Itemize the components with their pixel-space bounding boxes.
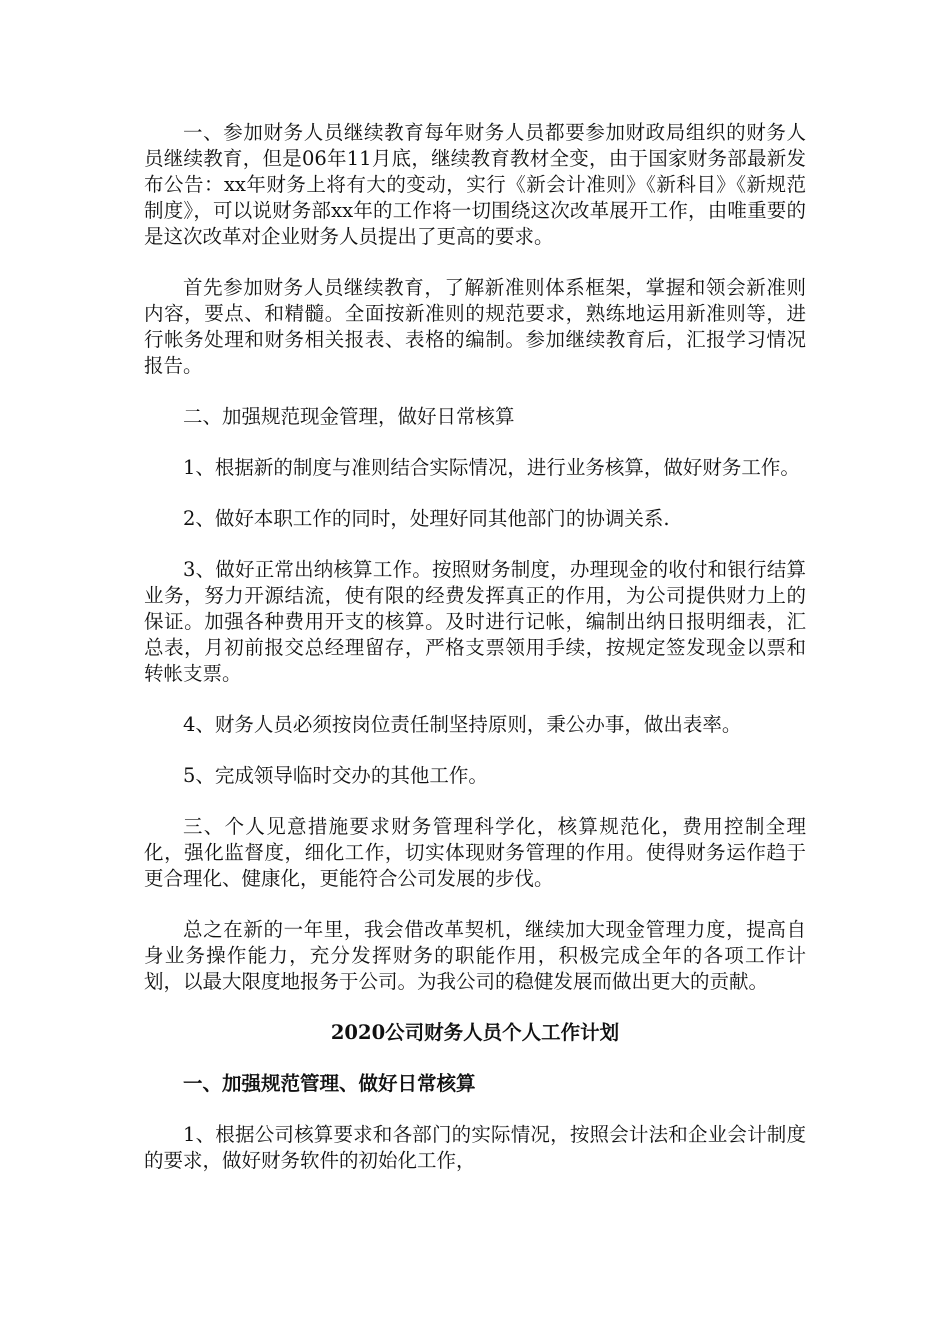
paragraph-item-1: 1、根据新的制度与准则结合实际情况，进行业务核算，做好财务工作。 — [183, 456, 800, 479]
document-page — [144, 120, 806, 1199]
paragraph-plan-item-1: 1、根据公司核算要求和各部门的实际情况，按照会计法和企业会计制度的要求，做好财务软件的初始化工作， — [144, 1123, 806, 1172]
paragraph-cash-management-heading: 二、加强规范现金管理，做好日常核算 — [183, 405, 515, 428]
paragraph-new-standards: 首先参加财务人员继续教育，了解新准则体系框架，掌握和领会新准则内容，要点、和精髓。全面按新准则的规范要求，熟练地运用新准则等，进行帐务处理和财务相关报表、表格的编制。参加继续教育后，汇报学习情况报告。 — [144, 276, 806, 377]
paragraph-continuing-education: 一、参加财务人员继续教育每年财务人员都要参加财政局组织的财务人员继续教育，但是06年11月底，继续教育教材全变，由于国家财务部最新发布公告：xx年财务上将有大的变动，实行《新会计准则》《新科目》《新规范制度》，可以说财务部xx年的工作将一切围绕这次改革展开工作，由唯重要的是这次改革对企业财务人员提出了更高的要求。 — [144, 121, 806, 248]
section-title: 2020公司财务人员个人工作计划 — [330, 1021, 620, 1044]
paragraph-item-3: 3、做好正常出纳核算工作。按照财务制度，办理现金的收付和银行结算业务，努力开源结流，使有限的经费发挥真正的作用，为公司提供财力上的保证。加强各种费用开支的核算。及时进行记帐，编制出纳日报明细表，汇总表，月初前报交总经理留存，严格支票领用手续，按规定签发现金以票和转帐支票。 — [144, 558, 806, 685]
paragraph-item-4: 4、财务人员必须按岗位责任制坚持原则，秉公办事，做出表率。 — [183, 713, 742, 736]
section-heading: 一、加强规范管理、做好日常核算 — [183, 1072, 476, 1095]
paragraph-item-2: 2、做好本职工作的同时，处理好同其他部门的协调关系. — [183, 507, 670, 530]
paragraph-item-5: 5、完成领导临时交办的其他工作。 — [183, 764, 488, 787]
paragraph-conclusion: 总之在新的一年里，我会借改革契机，继续加大现金管理力度，提高自身业务操作能力，充分发挥财务的职能作用，积极完成全年的各项工作计划，以最大限度地报务于公司。为我公司的稳健发展而做出更大的贡献。 — [144, 918, 806, 993]
paragraph-suggestions: 三、个人见意措施要求财务管理科学化，核算规范化，费用控制全理化，强化监督度，细化工作，切实体现财务管理的作用。使得财务运作趋于更合理化、健康化，更能符合公司发展的步伐。 — [144, 815, 806, 890]
